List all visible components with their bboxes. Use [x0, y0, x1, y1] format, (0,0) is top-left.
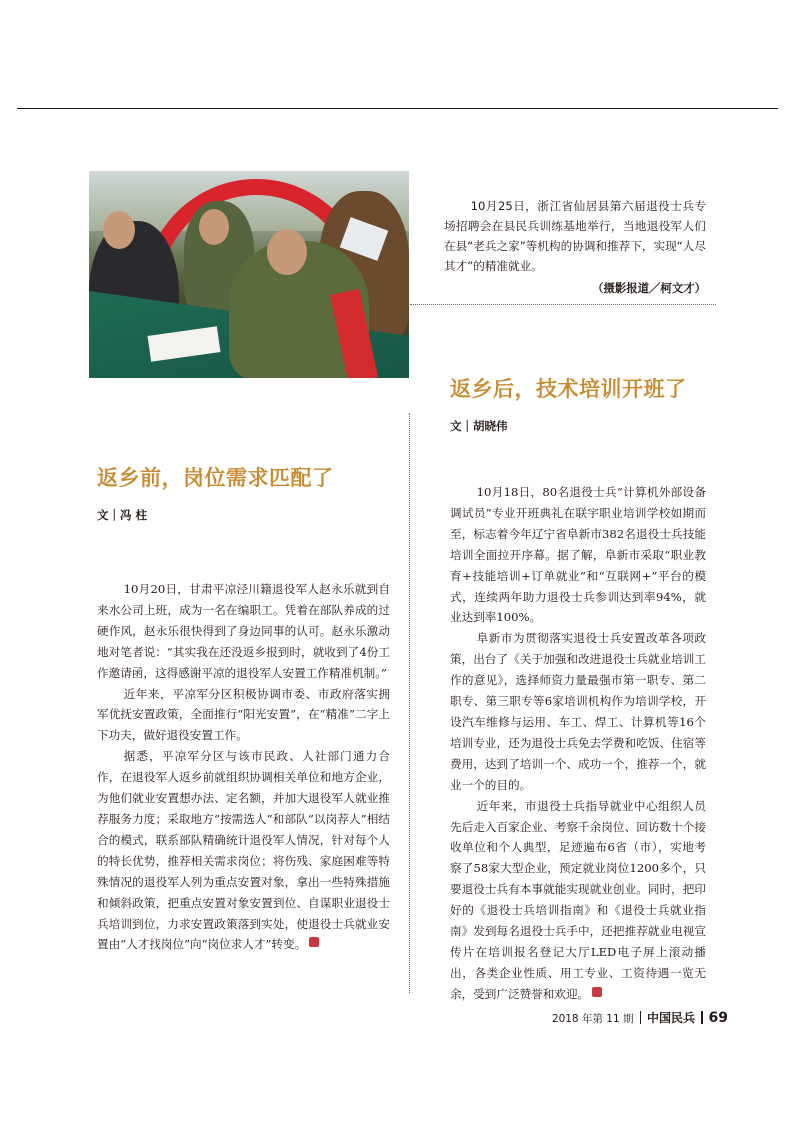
paragraph: 据悉，平凉军分区与该市民政、人社部门通力合作，在退役军人返乡前就组织协调相关单位和地方企业，为他们就业安置想办法、定名额，并加大退役军人就业推荐服务力度；采取地方“按需选人”和部队“以岗荐人”相结合的模式，联系部队精确统计退役军人情况，针对每个人的特长优势，推荐相关需求岗位；将伤残、家庭困难等特殊情况的退役军人列为重点安置对象，拿出一些特殊措施和倾斜政策，把重点安置对象安置到位、自谋职业退役士兵培训到位，力求安置政策落到实处，使退役士兵就业安置由“人才找岗位”向“岗位求人才”转变。	[97, 749, 390, 952]
right-article-byline: 文｜胡晓伟	[450, 419, 508, 433]
paragraph: 近年来，市退役士兵指导就业中心组织人员先后走入百家企业、考察千余岗位、回访数十个接收单位和个人典型，足迹遍布6省（市），实地考察了58家大型企业，预定就业岗位1200多个，只要退役士兵有本事就能实现就业创业。同时，把印好的《退役士兵培训指南》和《退役士兵就业指南》发到每名退役士兵手中，还把推荐就业电视宣传片在培训报名登记大厅LED电子屏上滚动播出，各类企业性质、用工专业、工资待遇一览无余，受到广泛赞誉和欢迎。	[450, 798, 706, 1001]
footer-separator	[640, 1011, 642, 1024]
left-article-byline: 文｜冯 柱	[97, 508, 148, 522]
magazine-name: 中国民兵	[647, 1011, 696, 1025]
footer-separator	[701, 1011, 703, 1024]
column-divider	[409, 413, 410, 993]
end-mark-icon	[592, 987, 602, 997]
photo-caption	[444, 196, 706, 298]
page-footer	[552, 1009, 728, 1026]
paragraph: 10月20日，甘肃平凉泾川籍退役军人赵永乐就到自来水公司上班，成为一名在编职工。凭着在部队养成的过硬作风，赵永乐很快得到了身边同事的认可。赵永乐激动地对笔者说：“其实我在还没返乡报到时，就收到了4份工作邀请函，这得感谢平凉的退役军人安置工作精准机制。”	[97, 582, 390, 680]
page-number: 69	[708, 1010, 728, 1026]
header-rule	[17, 108, 778, 109]
caption-credit: （摄影报道／柯文才）	[592, 281, 706, 295]
right-article-body	[450, 482, 706, 1005]
caption-text: 10月25日，浙江省仙居县第六届退役士兵专场招聘会在县民兵训练基地举行，当地退役军人们在县“老兵之家”等机构的协调和推荐下，实现“人尽其才”的精准就业。	[444, 199, 706, 273]
end-mark-icon	[309, 937, 319, 947]
paragraph: 10月18日，80名退役士兵“计算机外部设备调试员”专业开班典礼在联宇职业培训学校如期而至，标志着今年辽宁省阜新市382名退役士兵技能培训全面拉开序幕。据了解，阜新市采取“职业教育+技能培训+订单就业”和“互联网+”平台的模式，连续两年助力退役士兵参训达到率94%，就业达到率100%。	[450, 485, 706, 625]
paragraph: 近年来，平凉军分区积极协调市委、市政府落实拥军优抚安置政策，全面推行“阳光安置”，在“精准”二字上下功夫，做好退役安置工作。	[97, 686, 390, 743]
issue-label: 2018 年第 11 期	[551, 1013, 634, 1025]
caption-divider	[410, 304, 716, 305]
right-article-title: 返乡后，技术培训开班了	[450, 377, 687, 401]
left-article-body	[97, 579, 390, 955]
left-article-title: 返乡前，岗位需求匹配了	[97, 466, 334, 490]
event-photo	[89, 171, 409, 378]
paragraph: 阜新市为贯彻落实退役士兵安置改革各项政策，出台了《关于加强和改进退役士兵就业培训工作的意见》，选择师资力量最强市第一职专、第二职专、第三职专等6家培训机构作为培训学校，开设汽车维修与运用、车工、焊工、计算机等16个培训专业，还为退役士兵免去学费和吃饭、住宿等费用，达到了培训一个、成功一个，推荐一个，就业一个的目的。	[450, 631, 706, 792]
